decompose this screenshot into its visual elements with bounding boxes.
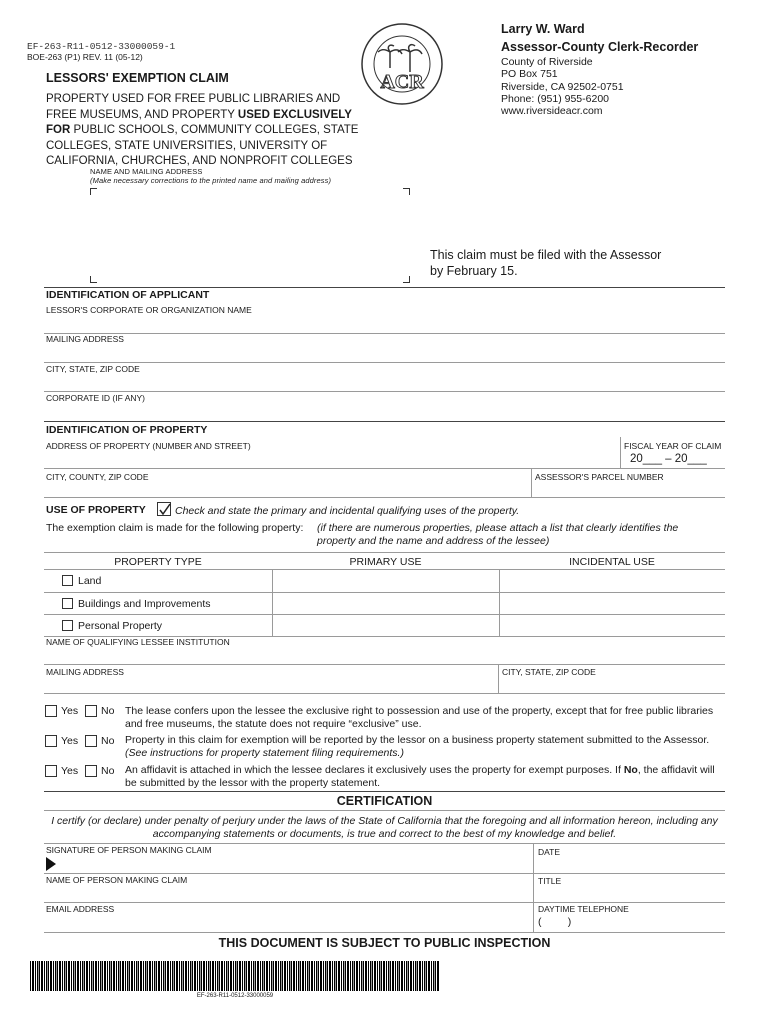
parcel-number-label: ASSESSOR'S PARCEL NUMBER xyxy=(535,472,664,482)
property-city-label: CITY, COUNTY, ZIP CODE xyxy=(46,472,149,482)
q3-no-checkbox[interactable] xyxy=(85,765,97,777)
barcode xyxy=(30,961,440,991)
window-corner-tl xyxy=(90,188,97,195)
land-incidental-field[interactable] xyxy=(503,573,723,590)
property-address-field[interactable] xyxy=(46,451,616,467)
q3-no-label: No xyxy=(101,765,115,777)
title-field[interactable] xyxy=(538,886,723,901)
property-city-field[interactable] xyxy=(46,482,526,496)
applicant-mailing-label: MAILING ADDRESS xyxy=(46,334,124,344)
buildings-primary-field[interactable] xyxy=(276,596,495,613)
checkmark-icon xyxy=(157,502,171,516)
q1-yes-checkbox[interactable] xyxy=(45,705,57,717)
mailing-address-field[interactable] xyxy=(98,192,398,272)
buildings-label: Buildings and Improvements xyxy=(78,598,211,610)
arrow-right-icon xyxy=(46,857,56,871)
lessor-name-label: LESSOR'S CORPORATE OR ORGANIZATION NAME xyxy=(46,305,252,315)
q1-yes-label: Yes xyxy=(61,705,79,717)
claimant-name-label: NAME OF PERSON MAKING CLAIM xyxy=(46,875,188,885)
form-code-ef: EF-263-R11-0512-33000059-1 xyxy=(27,41,176,52)
seal-initials: ACR xyxy=(380,71,424,93)
mailing-address-note: (Make necessary corrections to the printed name and mailing address) xyxy=(90,176,332,185)
use-instruction: Check and state the primary and incidental qualifying uses of the property. xyxy=(175,505,520,517)
assessor-title: Assessor-County Clerk-Recorder xyxy=(501,40,699,54)
date-field[interactable] xyxy=(538,858,723,872)
divider xyxy=(44,287,725,288)
public-inspection-notice: THIS DOCUMENT IS SUBJECT TO PUBLIC INSPECTION xyxy=(218,936,551,950)
property-heading: IDENTIFICATION OF PROPERTY xyxy=(46,424,208,436)
lessee-city-field[interactable] xyxy=(502,677,723,692)
parcel-number-field[interactable] xyxy=(535,482,723,496)
lessee-city-label: CITY, STATE, ZIP CODE xyxy=(502,667,596,677)
corporate-id-label: CORPORATE ID (IF ANY) xyxy=(46,393,146,403)
phone-field[interactable]: ( ) xyxy=(538,916,572,928)
q2-no-label: No xyxy=(101,735,115,747)
use-heading: USE OF PROPERTY xyxy=(46,504,146,516)
q1-no-label: No xyxy=(101,705,115,717)
land-checkbox[interactable] xyxy=(62,575,73,586)
mailing-address-label: NAME AND MAILING ADDRESS xyxy=(90,167,203,176)
lessee-name-field[interactable] xyxy=(46,647,724,663)
q3-yes-label: Yes xyxy=(61,765,79,777)
assessor-address: County of Riverside PO Box 751 Riverside, CA 92502-0751 Phone: (951) 955-6200 www.riversideacr.com xyxy=(501,56,624,118)
applicant-heading: IDENTIFICATION OF APPLICANT xyxy=(46,289,210,301)
q3-yes-checkbox[interactable] xyxy=(45,765,57,777)
property-address-label: ADDRESS OF PROPERTY (NUMBER AND STREET) xyxy=(46,441,251,451)
fiscal-year-label: FISCAL YEAR OF CLAIM xyxy=(624,441,722,451)
assessor-website-link[interactable]: www.riversideacr.com xyxy=(501,105,603,118)
county-seal-logo xyxy=(360,22,444,106)
personal-incidental-field[interactable] xyxy=(503,618,723,635)
lessor-name-field[interactable] xyxy=(46,315,724,332)
personal-primary-field[interactable] xyxy=(276,618,495,635)
applicant-city-field[interactable] xyxy=(46,374,724,390)
form-subtitle: PROPERTY USED FOR FREE PUBLIC LIBRARIES AND FREE MUSEUMS, AND PROPERTY USED EXCLUSIVELY FOR PUBLIC SCHOOLS, COMMUNITY COLLEGES, STATE COLLEGES, STATE UNIVERSITIES, UNIVERSITY OF CALIFORNIA, CHURCHES, AND NONPROFIT COLLEGES xyxy=(46,93,359,167)
q1-no-checkbox[interactable] xyxy=(85,705,97,717)
applicant-city-label: CITY, STATE, ZIP CODE xyxy=(46,364,140,374)
certification-text: I certify (or declare) under penalty of perjury under the laws of the State of California that the foregoing and all information hereon, including any accompanying statements or documents, is true and correct to the best of my knowledge and belief. xyxy=(51,815,718,840)
col-primary-use: PRIMARY USE xyxy=(349,556,422,568)
personal-property-checkbox[interactable] xyxy=(62,620,73,631)
personal-property-label: Personal Property xyxy=(78,620,163,632)
question-3: An affidavit is attached in which the lessee declares it exclusively uses the property for exempt purposes. If No, the affidavit will be submitted by the lessor with the property statement. xyxy=(125,764,715,789)
claimant-name-field[interactable] xyxy=(46,886,530,901)
window-corner-br xyxy=(403,276,410,283)
col-incidental-use: INCIDENTAL USE xyxy=(569,556,655,568)
claim-note: (if there are numerous properties, please attach a list that clearly identifies the property and the name and address of the lessee) xyxy=(317,522,679,547)
barcode-text: EF-263-R11-0512-33000059 xyxy=(196,993,274,999)
signature-field[interactable] xyxy=(60,856,530,872)
lessee-mailing-field[interactable] xyxy=(46,677,494,692)
land-label: Land xyxy=(78,575,102,587)
buildings-checkbox[interactable] xyxy=(62,598,73,609)
email-field[interactable] xyxy=(46,915,530,931)
corporate-id-field[interactable] xyxy=(46,403,724,419)
window-corner-tr xyxy=(403,188,410,195)
window-corner-bl xyxy=(90,276,97,283)
lessee-mailing-label: MAILING ADDRESS xyxy=(46,667,124,677)
applicant-mailing-field[interactable] xyxy=(46,345,724,362)
email-label: EMAIL ADDRESS xyxy=(46,904,115,914)
phone-label: DAYTIME TELEPHONE xyxy=(538,904,629,914)
title-label: TITLE xyxy=(538,876,562,886)
signature-label: SIGNATURE OF PERSON MAKING CLAIM xyxy=(46,845,212,855)
q2-no-checkbox[interactable] xyxy=(85,735,97,747)
claim-label: The exemption claim is made for the following property: xyxy=(46,522,304,534)
q2-yes-checkbox[interactable] xyxy=(45,735,57,747)
page-title: LESSORS' EXEMPTION CLAIM xyxy=(46,71,229,85)
question-2: Property in this claim for exemption will be reported by the lessor on a business property statement submitted to the Assessor. (See instructions for property statement filing requirements.) xyxy=(125,734,710,759)
land-primary-field[interactable] xyxy=(276,573,495,590)
col-property-type: PROPERTY TYPE xyxy=(114,556,202,568)
question-1: The lease confers upon the lessee the exclusive right to possession and use of the property, except that for free public libraries and free museums, the statute does not require “exclusive” use. xyxy=(125,705,714,730)
assessor-name: Larry W. Ward xyxy=(501,22,585,36)
form-code-boe: BOE-263 (P1) REV. 11 (05-12) xyxy=(27,52,143,62)
certification-heading: CERTIFICATION xyxy=(336,794,433,808)
fiscal-year-field[interactable]: 20___ – 20___ xyxy=(630,453,707,465)
buildings-incidental-field[interactable] xyxy=(503,596,723,613)
q2-yes-label: Yes xyxy=(61,735,79,747)
filing-notice: This claim must be filed with the Assessor by February 15. xyxy=(430,248,662,278)
date-label: DATE xyxy=(538,847,561,857)
lessee-name-label: NAME OF QUALIFYING LESSEE INSTITUTION xyxy=(46,637,230,647)
